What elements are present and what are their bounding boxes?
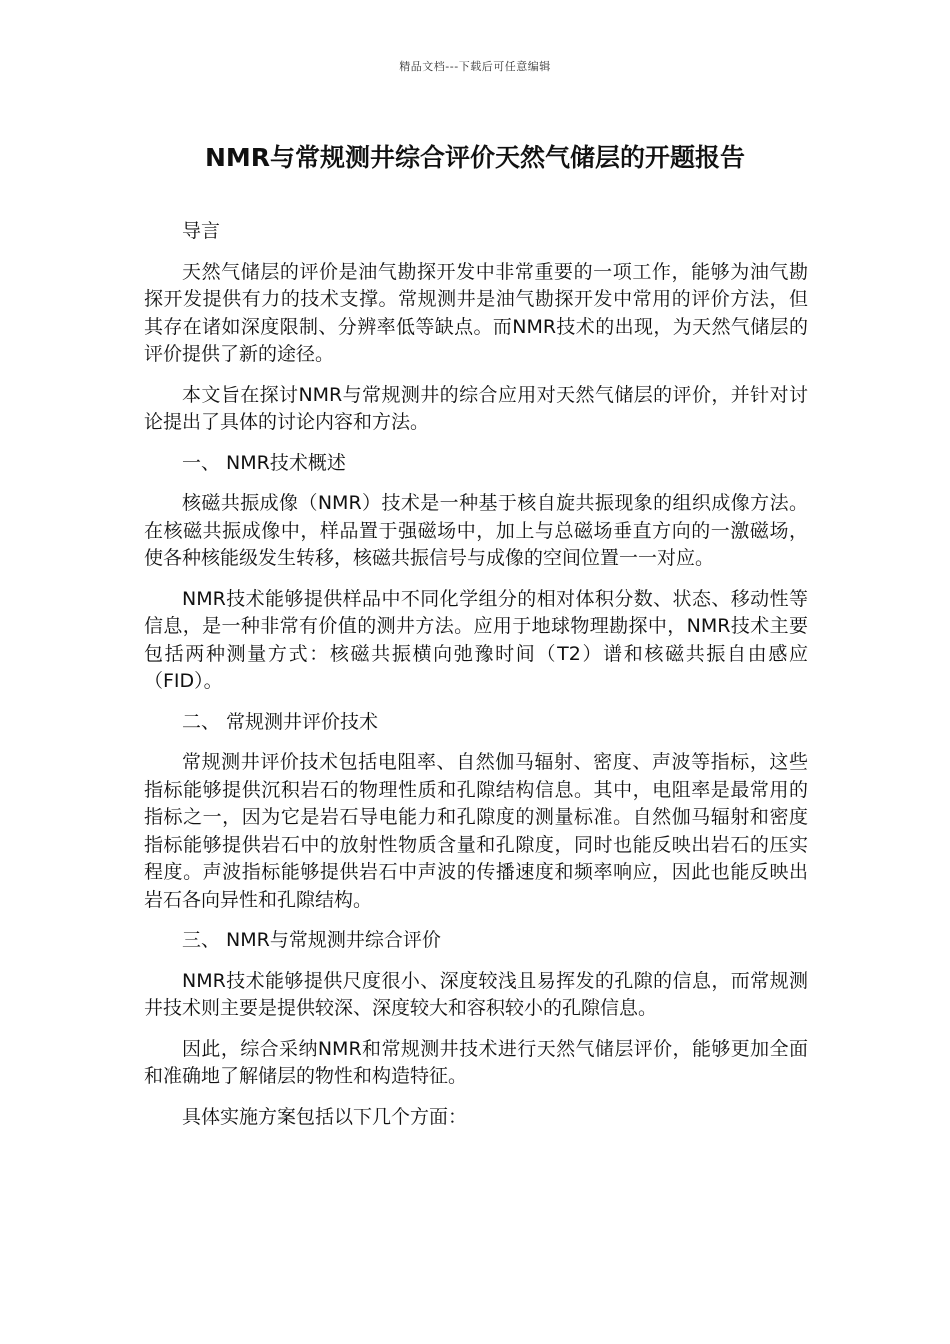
paragraph: 天然气储层的评价是油气勘探开发中非常重要的一项工作，能够为油气勘探开发提供有力的技术支撑。常规测井是油气勘探开发中常用的评价方法，但其存在诸如深度限制、分辨率低等缺点。而NMR技术的出现，为天然气储层的评价提供了新的途径。 [144,260,808,365]
paragraph: 因此，综合采纳NMR和常规测井技术进行天然气储层评价，能够更加全面和准确地了解储层的物性和构造特征。 [144,1037,808,1087]
document-title: NMR与常规测井综合评价天然气储层的开题报告 [204,143,746,172]
paragraph: 本文旨在探讨NMR与常规测井的综合应用对天然气储层的评价，并针对讨论提出了具体的讨论内容和方法。 [144,383,808,433]
section-heading-combined-evaluation: 三、 NMR与常规测井综合评价 [182,929,441,951]
paragraph: 具体实施方案包括以下几个方面： [182,1105,468,1128]
paragraph: NMR技术能够提供样品中不同化学组分的相对体积分数、状态、移动性等信息，是一种非常有价值的测井方法。应用于地球物理勘探中，NMR技术主要包括两种测量方式：核磁共振横向弛豫时间（T2）谱和核磁共振自由感应（FID）。 [144,587,808,692]
document-body [144,218,808,1144]
section-heading-intro: 导言 [182,220,221,242]
section-heading-conventional-logging: 二、 常规测井评价技术 [182,710,379,733]
paragraph: 核磁共振成像（NMR）技术是一种基于核自旋共振现象的组织成像方法。在核磁共振成像中，样品置于强磁场中，加上与总磁场垂直方向的一激磁场，使各种核能级发生转移，核磁共振信号与成像的空间位置一一对应。 [144,492,808,569]
paragraph: 常规测井评价技术包括电阻率、自然伽马辐射、密度、声波等指标，这些指标能够提供沉积岩石的物理性质和孔隙结构信息。其中，电阻率是最常用的指标之一，因为它是岩石导电能力和孔隙度的测量标准。自然伽马辐射和密度指标能够提供岩石中的放射性物质含量和孔隙度，同时也能反映出岩石的压实程度。声波指标能够提供岩石中声波的传播速度和频率响应，因此也能反映出岩石各向异性和孔隙结构。 [144,751,808,911]
paragraph: NMR技术能够提供尺度很小、深度较浅且易挥发的孔隙的信息，而常规测井技术则主要是提供较深、深度较大和容积较小的孔隙信息。 [144,969,808,1019]
header-note: 精品文档---下载后可任意编辑 [399,60,551,73]
section-heading-nmr-overview: 一、 NMR技术概述 [182,451,346,474]
